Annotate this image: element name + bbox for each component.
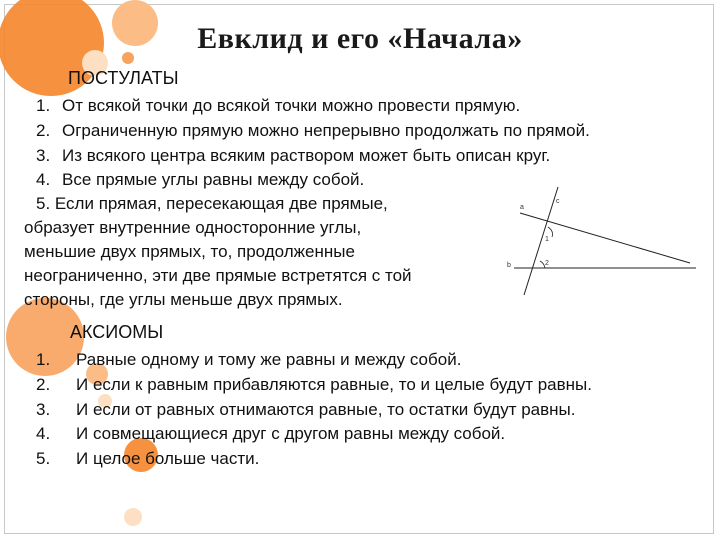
label-b: b <box>507 262 511 269</box>
postulate-text: Все прямые углы равны между собой. <box>62 170 365 189</box>
postulate-item <box>36 96 520 116</box>
axiom-text: И если от равных отнимаются равные, то остатки будут равны. <box>76 400 576 419</box>
axiom-item <box>36 375 592 395</box>
postulate-number: 3. <box>36 146 51 165</box>
axiom-text: И целое больше части. <box>76 449 260 468</box>
postulate-text: От всякой точки до всякой точки можно провести прямую. <box>62 96 521 115</box>
label-a: a <box>520 204 524 211</box>
fifth-postulate-line: неограниченно, эти две прямые встретятся с той <box>24 266 412 285</box>
label-c: c <box>556 198 560 205</box>
axiom-item <box>36 350 461 370</box>
axiom-text: Равные одному и тому же равны и между собой. <box>76 350 462 369</box>
axiom-text: И совмещающиеся друг с другом равны между собой. <box>76 424 506 443</box>
axiom-number: 4. <box>36 424 51 443</box>
postulate-item <box>36 170 364 190</box>
page-title: Евклид и его «Начала» <box>197 22 523 55</box>
axiom-number: 3. <box>36 400 51 419</box>
label-angle-1: 1 <box>545 236 549 243</box>
axiom-item <box>36 449 259 469</box>
postulate-item <box>36 146 550 166</box>
fifth-postulate-line: 5. Если прямая, пересекающая две прямые, <box>36 194 388 213</box>
fifth-postulate-line: стороны, где углы меньше двух прямых. <box>24 290 343 309</box>
transversal-c <box>524 187 558 295</box>
axiom-item <box>36 400 575 420</box>
label-angle-2: 2 <box>545 260 549 267</box>
axiom-text: И если к равным прибавляются равные, то и целые будут равны. <box>76 375 592 394</box>
axioms-heading: АКСИОМЫ <box>70 322 164 342</box>
parallel-postulate-diagram <box>498 183 700 301</box>
postulate-text: Из всякого центра всяким раствором может быть описан круг. <box>62 146 551 165</box>
postulates-heading: ПОСТУЛАТЫ <box>68 68 179 88</box>
postulate-number: 4. <box>36 170 51 189</box>
postulate-item <box>36 121 590 141</box>
axiom-number: 1. <box>36 350 51 369</box>
fifth-postulate-line: образует внутренние односторонние углы, <box>24 218 362 237</box>
axiom-number: 2. <box>36 375 51 394</box>
postulate-number: 2. <box>36 121 51 140</box>
postulate-number: 1. <box>36 96 51 115</box>
fifth-postulate-line: меньшие двух прямых, то, продолженные <box>24 242 355 261</box>
axiom-item <box>36 424 505 444</box>
decor-circle-faint <box>124 508 142 526</box>
postulate-text: Ограниченную прямую можно непрерывно продолжать по прямой. <box>62 121 590 140</box>
axiom-number: 5. <box>36 449 51 468</box>
